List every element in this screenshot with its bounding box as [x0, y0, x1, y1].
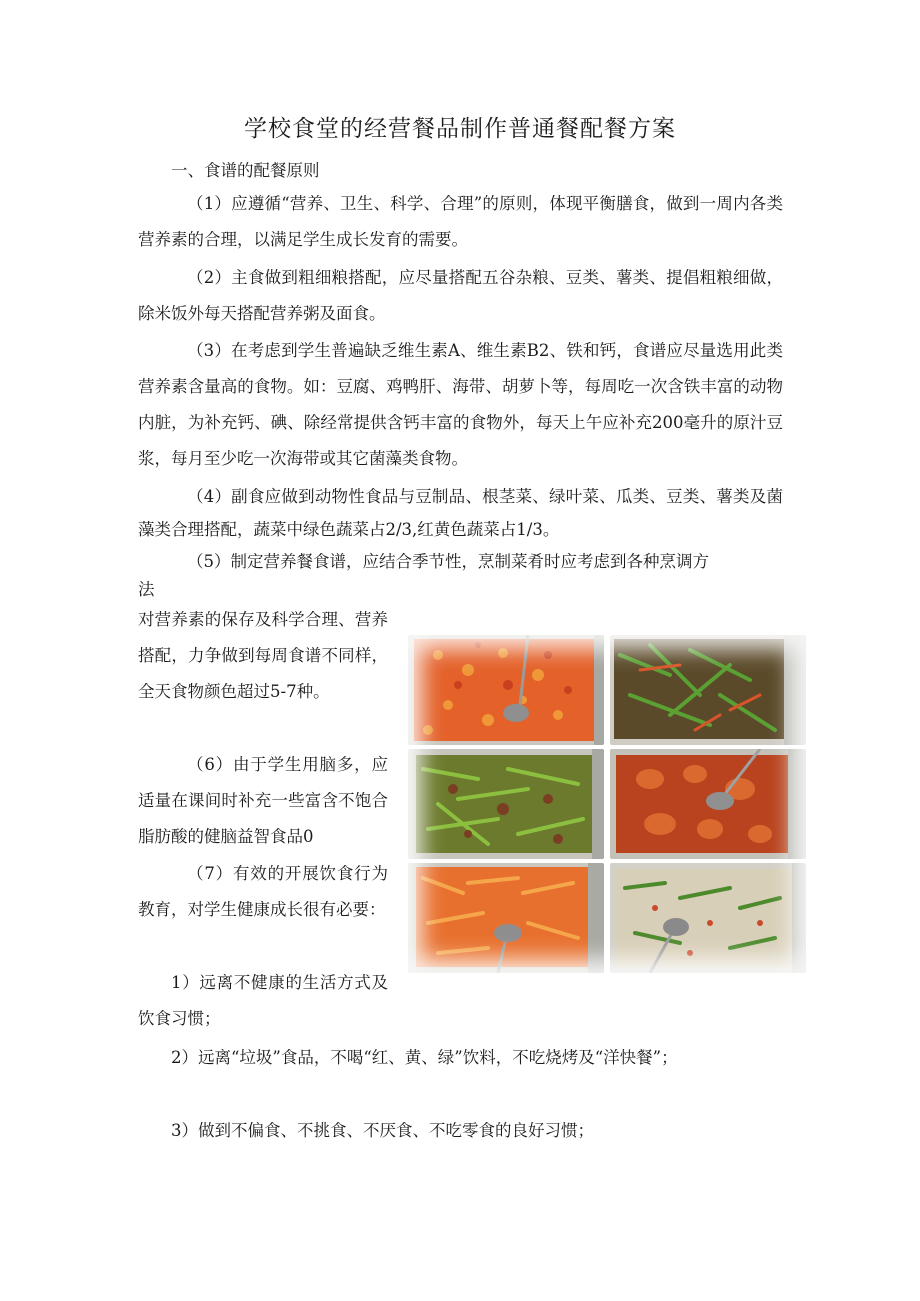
list-item-3: 3）做到不偏食、不挑食、不厌食、不吃零食的良好习惯； — [171, 1121, 594, 1140]
section-heading: 一、食谱的配餐原则 — [171, 161, 320, 180]
paragraph-2: （2）主食做到粗细粮搭配，应尽量搭配五谷杂粮、豆类、薯类、提倡粗粮细做，除米饭外每天搭配营养粥及面食。 — [138, 268, 783, 323]
paragraph-7: （7）有效的开展饮食行为教育，对学生健康成长很有必要： — [138, 864, 388, 919]
paragraph-5-line-2: 法 — [138, 580, 155, 599]
dish-photo-green-beans-meat — [408, 749, 604, 859]
paragraph-5-line-1: （5）制定营养餐食谱，应结合季节性，烹制菜肴时应考虑到各种烹调方 — [187, 552, 709, 571]
paragraph-6: （6）由于学生用脑多，应适量在课间时补充一些富含不饱合脂肪酸的健脑益智食品0 — [138, 755, 388, 846]
list-item-2: 2）远离“垃圾”食品，不喝“红、黄、绿”饮料，不吃烧烤及“洋快餐”； — [171, 1048, 678, 1067]
paragraph-5-continued: 对营养素的保存及科学合理、营养搭配，力争做到每周食谱不同样，全天食物颜色超过5-7种。 — [138, 610, 388, 701]
paragraph-3: （3）在考虑到学生普遍缺乏维生素A、维生素B2、铁和钙，食谱应尽量选用此类营养素含量高的食物。如：豆腐、鸡鸭肝、海带、胡萝卜等，每周吃一次含铁丰富的动物内脏，为补充钙、碘、除经常提供含钙丰富的食物外，每天上午应补充200毫升的原汁豆浆，每月至少吃一次海带或其它菌藻类食物。 — [138, 341, 783, 468]
paragraph-4: （4）副食应做到动物性食品与豆制品、根茎菜、绿叶菜、瓜类、豆类、薯类及菌藻类合理搭配，蔬菜中绿色蔬菜占2/3,红黄色蔬菜占1/3。 — [138, 487, 783, 539]
paragraph-1: （1）应遵循“营养、卫生、科学、合理”的原则，体现平衡膳食，做到一周内各类营养素的合理，以满足学生成长发育的需要。 — [138, 194, 783, 249]
dish-photo-braised-chicken — [610, 749, 806, 859]
dish-photo-tomato-egg — [408, 635, 604, 745]
list-item-1: 1）远离不健康的生活方式及饮食习惯； — [138, 973, 388, 1028]
dish-photo-carrot-strips — [408, 863, 604, 973]
dish-photo-green-vegetables — [610, 635, 806, 745]
food-photo-grid — [408, 635, 806, 973]
dish-photo-mixed-greens — [610, 863, 806, 973]
page-title: 学校食堂的经营餐品制作普通餐配餐方案 — [244, 116, 676, 142]
